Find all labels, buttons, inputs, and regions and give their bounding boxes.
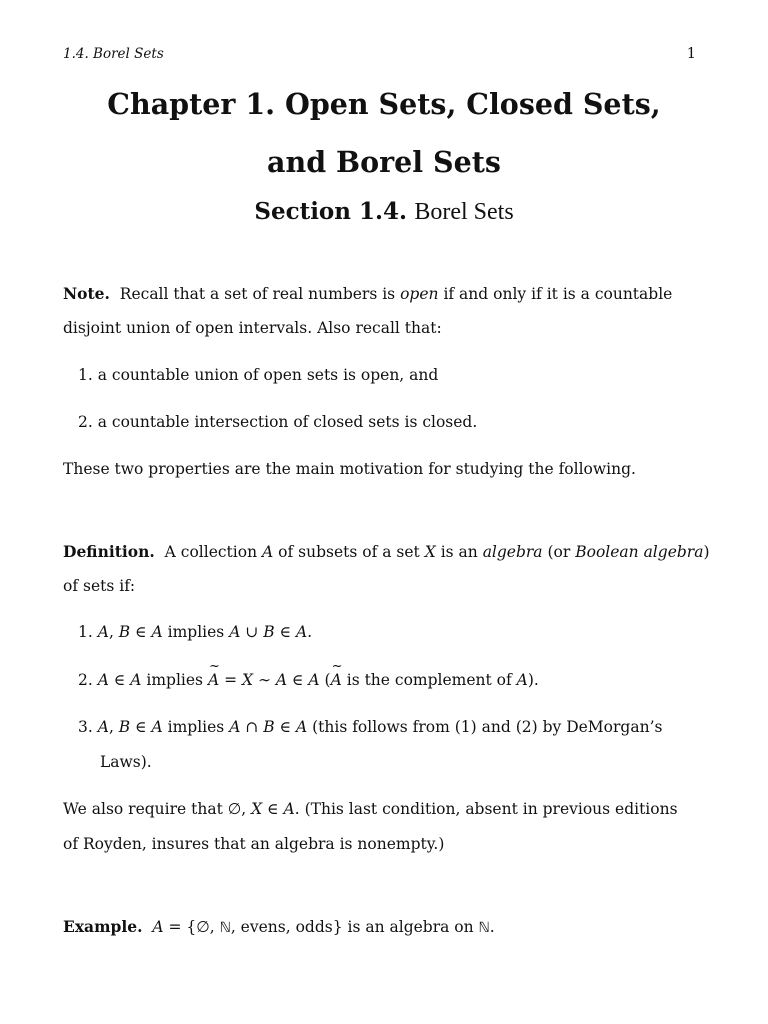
list-item-continuation: Laws). [100,753,152,771]
example-label: Example. [63,917,143,936]
note-line-2: disjoint union of open intervals. Also recall that: [63,319,442,337]
list-item: 2. A ∈ A implies ~ A = X ∼ A ∈ A (~ A is the complement of A). [78,671,539,689]
chapter-title-line-1: Chapter 1. Open Sets, Closed Sets, [107,87,661,121]
note-line-1: Note. Recall that a set of real numbers is open if and only if it is a countable [63,284,673,303]
page-number: 1 [686,46,696,62]
list-item: 3. A, B ∈ A implies A ∩ B ∈ A (this follows from (1) and (2) by DeMorgan’s [78,718,663,736]
boolean-algebra-term: Boolean algebra [575,543,704,561]
definition-line-1: Definition. A collection A of subsets of a set X is an algebra (or Boolean algebra) [63,542,710,561]
algebra-term: algebra [482,543,543,561]
list-item: 2. a countable intersection of closed sets is closed. [78,413,478,431]
example-line: Example. A = {∅, ℕ, evens, odds} is an algebra on ℕ. [63,917,495,936]
definition-line-2: of sets if: [63,577,136,595]
note-label: Note. [63,284,110,303]
list-item: 1. a countable union of open sets is open, and [78,366,439,384]
chapter-title-line-2: and Borel Sets [267,145,501,179]
definition-also-line-2: of Royden, insures that an algebra is nonempty.) [63,835,445,853]
section-label: Section 1.4. [254,198,408,225]
section-heading [0,198,768,226]
open-term: open [400,285,439,303]
list-item: 1. A, B ∈ A implies A ∪ B ∈ A. [78,623,313,641]
definition-also-line-1: We also require that ∅, X ∈ A. (This last condition, absent in previous editions [63,800,678,818]
note-closing: These two properties are the main motivation for studying the following. [63,460,636,478]
section-name: Borel Sets [414,199,514,225]
running-header: 1.4. Borel Sets [63,46,164,62]
definition-label: Definition. [63,542,155,561]
